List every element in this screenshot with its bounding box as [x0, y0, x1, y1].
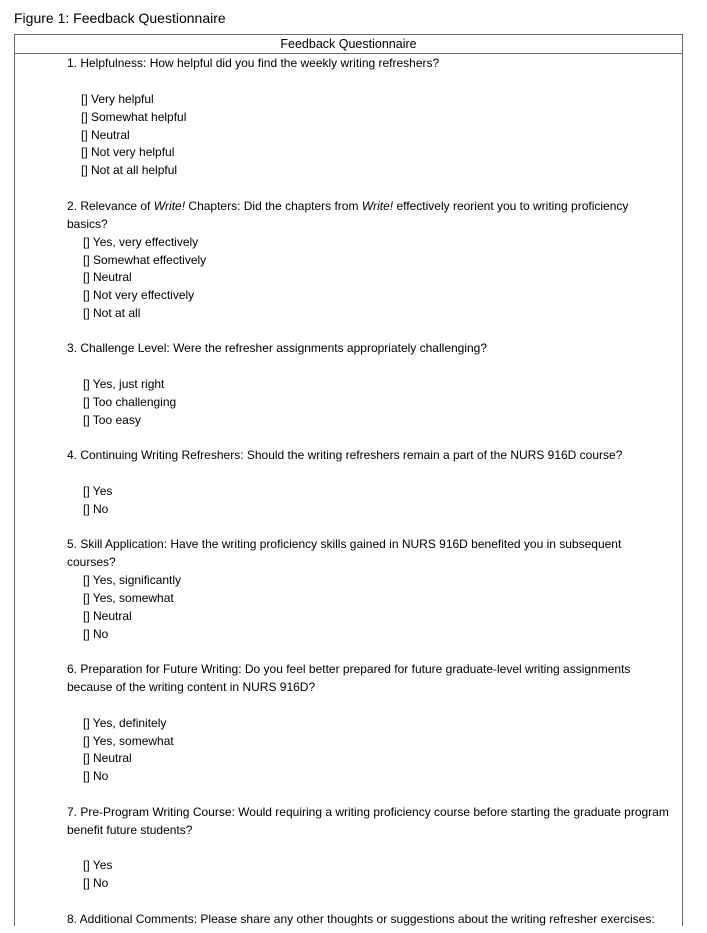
option-somewhat-effectively[interactable]: [] Somewhat effectively: [83, 253, 207, 267]
option-neutral[interactable]: [] Neutral: [81, 128, 130, 142]
figure-caption: Figure 1: Feedback Questionnaire: [14, 10, 226, 26]
option-yes-definitely[interactable]: [] Yes, definitely: [83, 716, 167, 730]
option-yes[interactable]: [] Yes: [83, 484, 113, 498]
option-too-easy[interactable]: [] Too easy: [83, 413, 141, 427]
option-no[interactable]: [] No: [83, 627, 109, 641]
option-not-very-effectively[interactable]: [] Not very effectively: [83, 288, 195, 302]
question-2-text-before: 2. Relevance of: [67, 199, 154, 213]
option-neutral[interactable]: [] Neutral: [83, 751, 132, 765]
table-header: Feedback Questionnaire: [15, 35, 682, 54]
question-6: 6. Preparation for Future Writing: Do you feel better prepared for future graduate-level writing assignments because of the writing content in NURS 916D?: [67, 662, 631, 694]
option-neutral[interactable]: [] Neutral: [83, 609, 132, 623]
option-yes[interactable]: [] Yes: [83, 858, 113, 872]
option-very-helpful[interactable]: [] Very helpful: [81, 92, 154, 106]
option-yes-very-effectively[interactable]: [] Yes, very effectively: [83, 235, 199, 249]
option-not-at-all[interactable]: [] Not at all: [83, 306, 141, 320]
question-4: 4. Continuing Writing Refreshers: Should the writing refreshers remain a part of the NURS 916D course?: [67, 448, 623, 462]
question-3: 3. Challenge Level: Were the refresher assignments appropriately challenging?: [67, 341, 488, 355]
option-somewhat-helpful[interactable]: [] Somewhat helpful: [81, 110, 187, 124]
option-yes-somewhat[interactable]: [] Yes, somewhat: [83, 734, 174, 748]
question-2-book-title-2: Write!: [361, 199, 394, 213]
question-7: 7. Pre-Program Writing Course: Would requiring a writing proficiency course before starting the graduate program benefit future students?: [67, 805, 669, 837]
option-too-challenging[interactable]: [] Too challenging: [83, 395, 177, 409]
option-yes-just-right[interactable]: [] Yes, just right: [83, 377, 165, 391]
option-no[interactable]: [] No: [83, 502, 109, 516]
option-not-at-all-helpful[interactable]: [] Not at all helpful: [81, 163, 178, 177]
option-yes-somewhat[interactable]: [] Yes, somewhat: [83, 591, 174, 605]
questionnaire-table: [14, 34, 683, 926]
question-8: 8. Additional Comments: Please share any other thoughts or suggestions about the writing refresher exercises:: [67, 912, 655, 926]
option-no[interactable]: [] No: [83, 876, 109, 890]
option-no[interactable]: [] No: [83, 769, 109, 783]
question-2-text-mid: Chapters: Did the chapters from: [185, 199, 362, 213]
question-5: 5. Skill Application: Have the writing proficiency skills gained in NURS 916D benefited you in subsequent courses?: [67, 537, 622, 569]
question-2-text-after: effectively reorient you to writing proficiency basics?: [67, 199, 629, 231]
question-1: 1. Helpfulness: How helpful did you find the weekly writing refreshers?: [67, 56, 440, 70]
option-yes-significantly[interactable]: [] Yes, significantly: [83, 573, 182, 587]
question-2: [67, 197, 669, 233]
question-2-book-title: Write!: [153, 199, 186, 213]
option-neutral[interactable]: [] Neutral: [83, 270, 132, 284]
option-not-very-helpful[interactable]: [] Not very helpful: [81, 145, 175, 159]
